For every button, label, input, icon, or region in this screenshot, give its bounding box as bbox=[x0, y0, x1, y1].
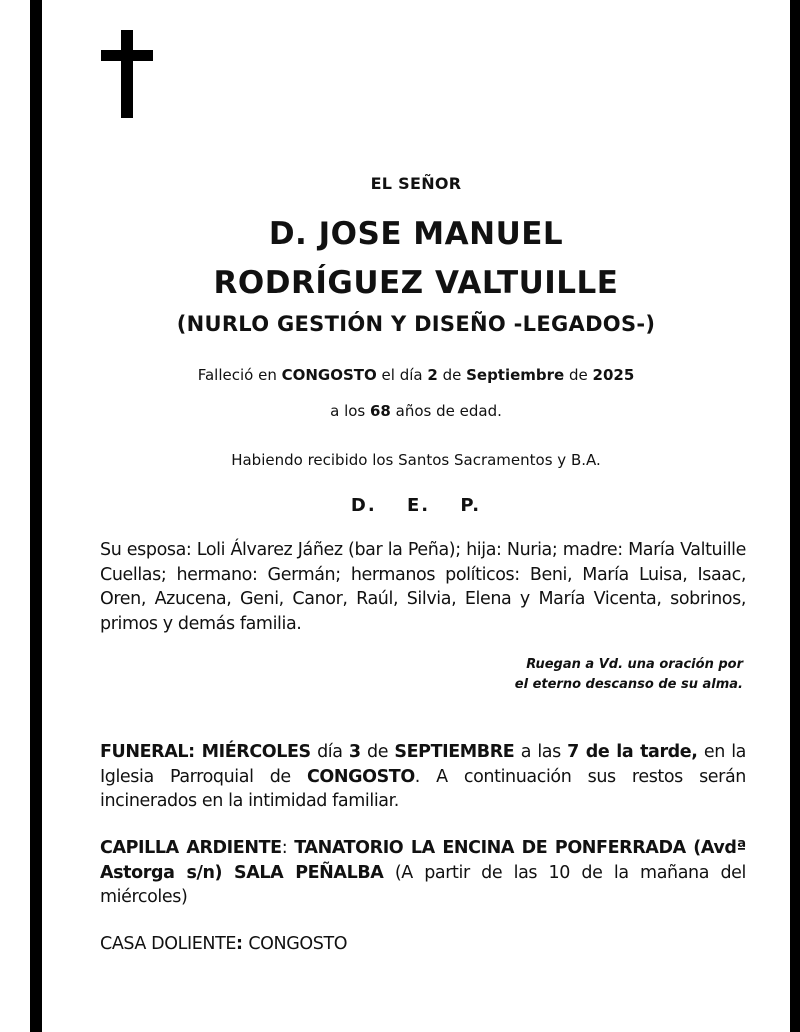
dep-heading: D. E. P. bbox=[350, 495, 482, 516]
death-year: 2025 bbox=[592, 366, 635, 384]
chapel-place: TANATORIO LA ENCINA DE PONFERRADA (Avdª Astorga s/n) SALA PEÑALBA bbox=[100, 838, 747, 883]
deceased-name-line1: D. JOSE MANUEL bbox=[268, 216, 564, 252]
funeral-label: FUNERAL: MIÉRCOLES bbox=[100, 742, 311, 762]
funeral-time: 7 de la tarde, bbox=[567, 742, 698, 762]
death-month: Septiembre bbox=[466, 366, 565, 384]
family-paragraph: Su esposa: Loli Álvarez Jáñez (bar la Peña); hija: Nuria; madre: María Valtuille Cuellas; hermano: Germán; hermanos políticos: Beni, María Luisa, Isaac, Oren, Azucena, Geni, Canor, Raúl, Silvia, Elena y María Vicenta, sobrinos, primos y demás familia. bbox=[100, 540, 746, 634]
sacraments-statement: Habiendo recibido los Santos Sacramentos y B.A. bbox=[231, 451, 601, 469]
right-black-border bbox=[790, 0, 800, 1032]
funeral-place: CONGOSTO bbox=[306, 766, 415, 787]
left-black-border bbox=[30, 0, 42, 1032]
prayer-line1: Ruegan a Vd. una oración por bbox=[526, 657, 743, 672]
death-place: CONGOSTO bbox=[281, 366, 377, 384]
death-statement: Falleció en CONGOSTO el día 2 de Septiembre de 2025 bbox=[197, 366, 635, 384]
mourning-house-value: CONGOSTO bbox=[248, 934, 348, 954]
funeral-day: 3 bbox=[348, 742, 361, 762]
funeral-paragraph: FUNERAL: MIÉRCOLES día 3 de SEPTIEMBRE a las 7 de la tarde, en la Iglesia Parroquial de CONGOSTO. A continuación sus restos serán incinerados en la intimidad familiar. bbox=[100, 742, 747, 811]
cross-icon bbox=[101, 30, 153, 118]
mourning-house: CASA DOLIENTE: CONGOSTO bbox=[100, 934, 348, 954]
age-statement: a los 68 años de edad. bbox=[330, 402, 502, 420]
age-value: 68 bbox=[370, 402, 391, 420]
prayer-line2: el eterno descanso de su alma. bbox=[514, 677, 743, 692]
prayer-request bbox=[430, 655, 743, 695]
funeral-month: SEPTIEMBRE bbox=[394, 742, 515, 762]
chapel-label: CAPILLA ARDIENTE bbox=[100, 838, 282, 858]
death-day: 2 bbox=[427, 366, 438, 384]
deceased-subtitle: (NURLO GESTIÓN Y DISEÑO -LEGADOS-) bbox=[176, 312, 656, 336]
deceased-name-line2: RODRÍGUEZ VALTUILLE bbox=[213, 265, 619, 301]
mourning-house-label: CASA DOLIENTE bbox=[100, 934, 237, 954]
chapel-paragraph: CAPILLA ARDIENTE: TANATORIO LA ENCINA DE PONFERRADA (Avdª Astorga s/n) SALA PEÑALBA (A partir de las 10 de la mañana del miércoles) bbox=[100, 838, 747, 907]
deceased-title: EL SEÑOR bbox=[370, 174, 462, 193]
